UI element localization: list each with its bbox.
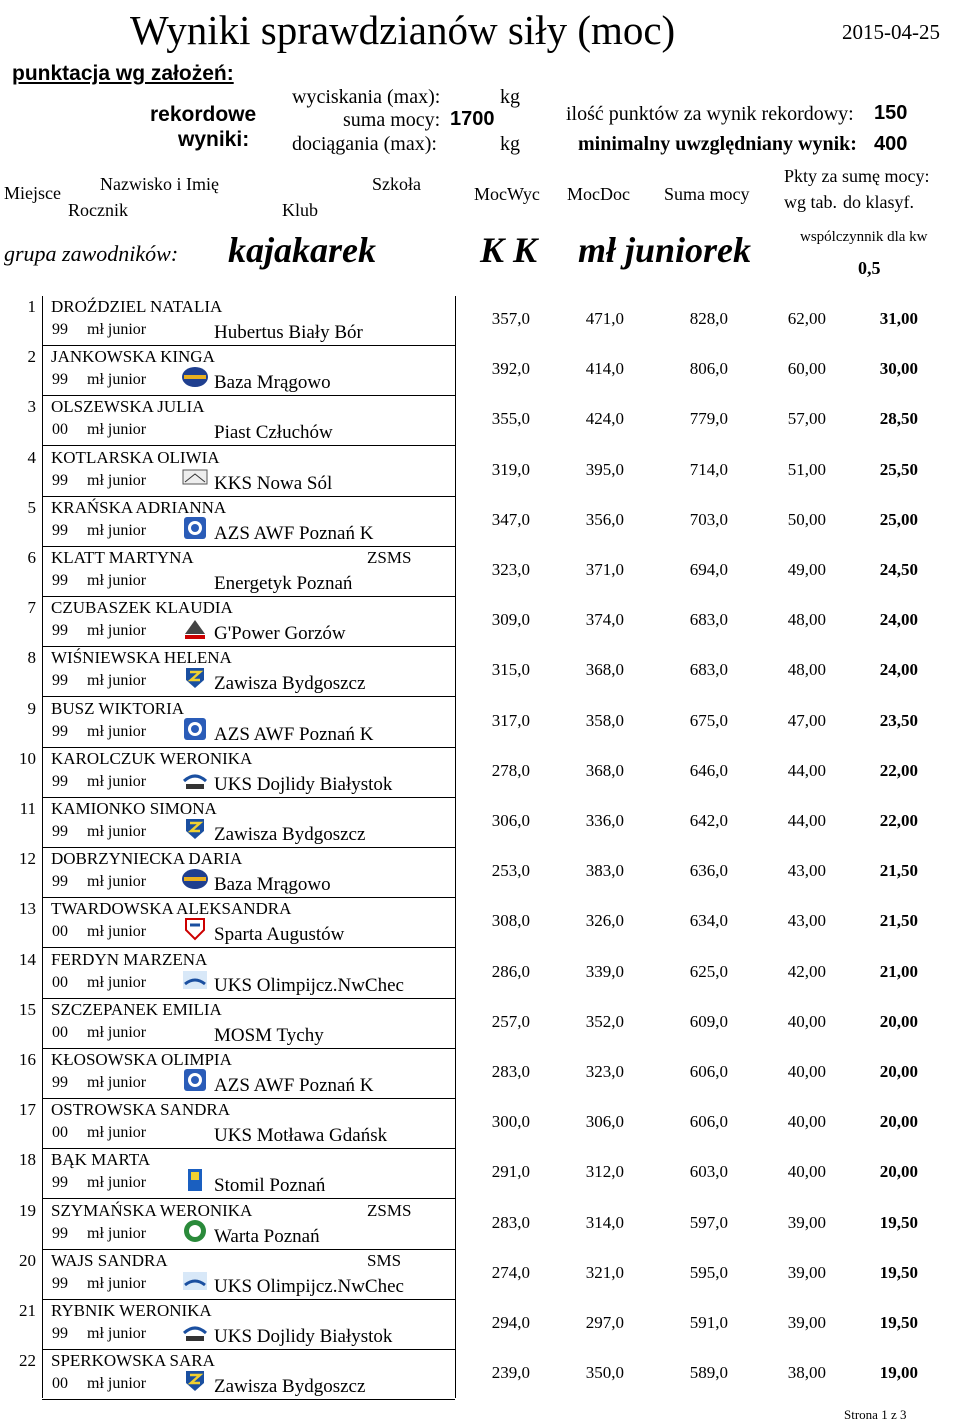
club-name: UKS Motława Gdańsk [214,1125,388,1147]
pkty-do-klasyf-value: 19,50 [879,1313,918,1332]
coefficient-value: 0,5 [858,258,881,278]
category: mł junior [87,321,147,338]
category: mł junior [87,1124,147,1142]
rank: 10 [19,748,36,768]
moc-wyc-value: 306,0 [491,811,530,830]
moc-doc-value: 297,0 [585,1313,624,1332]
club-name: MOSM Tychy [214,1024,324,1046]
table-row [0,698,960,748]
moc-doc-value: 339,0 [585,961,624,981]
azs-logo-icon [181,516,209,540]
suma-mocy-value: 597,0 [689,1212,728,1232]
suma-mocy-value: 683,0 [689,660,728,680]
rank: 13 [19,899,36,919]
table-row [0,1350,960,1400]
athlete-name: CZUBASZEK KLAUDIA [51,598,233,618]
table-row [0,1099,960,1149]
column-header-szkola: Szkoła [372,174,421,194]
rank: 6 [27,548,36,567]
wyciskania-unit: kg [500,86,520,108]
pkty-wg-tab-value: 44,00 [787,811,826,830]
moc-wyc-value: 323,0 [491,560,530,579]
rank: 14 [19,949,36,969]
school-name: ZSMS [367,548,412,567]
suma-mocy-value: 683,0 [689,610,728,630]
column-header-pkty: Pkty za sumę mocy: [784,166,930,186]
athlete-name: KOTLARSKA OLIWIA [51,447,220,467]
table-row [0,1200,960,1250]
category: mł junior [87,1023,147,1041]
ilosc-punktow-value: 150 [874,102,908,124]
moc-wyc-value: 355,0 [491,409,530,429]
report-date: 2015-04-25 [842,20,940,44]
category: mł junior [87,622,147,640]
pkty-do-klasyf-value: 21,50 [879,911,918,931]
suma-mocy-value: 642,0 [689,811,728,830]
birth-year: 99 [52,572,68,589]
pkty-do-klasyf-value: 28,50 [879,409,918,429]
school-name: ZSMS [367,1200,412,1220]
suma-mocy-value: 634,0 [689,911,728,931]
pkty-do-klasyf-value: 20,00 [879,1112,918,1132]
pkty-wg-tab-value: 39,00 [787,1212,826,1232]
category: mł junior [87,973,147,991]
table-row [0,1149,960,1199]
pkty-wg-tab-value: 51,00 [787,459,826,479]
birth-year: 99 [52,1224,68,1242]
club-name: Zawisza Bydgoszcz [214,1376,366,1398]
category: mł junior [87,1274,147,1292]
suma-mocy-value: 589,0 [689,1363,728,1383]
moc-wyc-value: 392,0 [491,359,530,379]
table-row [0,848,960,898]
category: mł junior [87,923,147,941]
school-name: SMS [367,1250,402,1270]
club-name: UKS Olimpijcz.NwChec [214,974,404,996]
rank: 16 [19,1050,36,1069]
pkty-wg-tab-value: 38,00 [787,1363,826,1383]
athlete-name: BĄK MARTA [51,1150,151,1170]
birth-year: 00 [52,421,68,439]
moc-doc-value: 326,0 [585,911,624,931]
group-name-kk: K K [480,230,538,270]
rank: 5 [27,497,36,517]
rank: 4 [27,447,36,467]
pkty-wg-tab-value: 62,00 [787,309,826,328]
azs-logo-icon [181,1068,209,1092]
birth-year: 99 [52,873,68,891]
column-header-miejsce: Miejsce [4,183,61,203]
club-name: Energetyk Poznań [214,573,353,594]
suma-mocy-value: 606,0 [689,1112,728,1132]
club-name: AZS AWF Poznań K [214,723,374,745]
pkty-do-klasyf-value: 23,50 [879,710,918,730]
moc-wyc-value: 283,0 [491,1062,530,1081]
athlete-name: KAMIONKO SIMONA [51,799,217,818]
club-name: Zawisza Bydgoszcz [214,824,366,845]
rekordowe-label-line1: rekordowe [150,103,257,126]
pkty-wg-tab-value: 48,00 [787,610,826,630]
ilosc-punktow-label: ilość punktów za wynik rekordowy: [566,103,854,125]
club-name: AZS AWF Poznań K [214,522,374,544]
suma-mocy-value: 703,0 [689,509,728,529]
suma-mocy-value: 625,0 [689,961,728,981]
category: mł junior [87,572,147,589]
moc-doc-value: 374,0 [585,610,624,630]
pkty-wg-tab-value: 44,00 [787,760,826,780]
moc-wyc-value: 278,0 [491,760,530,780]
suma-mocy-label: suma mocy: [343,109,441,131]
rank: 15 [19,999,36,1019]
group-name-juniorek: mł juniorek [578,230,752,270]
pkty-wg-tab-value: 39,00 [787,1262,826,1282]
moc-wyc-value: 308,0 [491,911,530,931]
birth-year: 99 [52,823,68,840]
club-name: Zawisza Bydgoszcz [214,673,366,695]
zawisza-logo-icon [181,666,209,690]
athlete-name: SPERKOWSKA SARA [51,1351,215,1371]
rank: 1 [27,297,36,316]
birth-year: 99 [52,722,68,740]
athlete-name: KLATT MARTYNA [51,548,194,567]
moc-wyc-value: 294,0 [491,1313,530,1332]
club-name: UKS Dojlidy Białystok [214,773,393,795]
moc-doc-value: 395,0 [585,459,624,479]
birth-year: 99 [52,371,68,389]
suma-mocy-value: 714,0 [689,459,728,479]
rank: 7 [27,598,36,618]
rank: 2 [27,347,36,367]
category: mł junior [87,421,147,439]
olimpijczyk-logo-icon [181,1269,209,1293]
table-row [0,296,960,346]
pkty-wg-tab-value: 48,00 [787,660,826,680]
suma-mocy-value: 828,0 [689,309,728,328]
table-row [0,1250,960,1300]
suma-mocy-value: 1700 [450,108,495,130]
moc-wyc-value: 317,0 [491,710,530,730]
moc-doc-value: 383,0 [585,861,624,881]
minimalny-wynik-value: 400 [874,133,908,155]
birth-year: 00 [52,973,68,991]
rank: 11 [19,799,36,818]
category: mł junior [87,722,147,740]
moc-doc-value: 336,0 [585,811,624,830]
category: mł junior [87,672,147,690]
pkty-wg-tab-value: 40,00 [787,1011,826,1031]
athlete-name: SZCZEPANEK EMILIA [51,999,222,1019]
athlete-name: WAJS SANDRA [51,1250,168,1270]
moc-wyc-value: 315,0 [491,660,530,680]
moc-doc-value: 312,0 [585,1162,624,1182]
moc-wyc-value: 300,0 [491,1112,530,1132]
moc-wyc-value: 253,0 [491,861,530,881]
birth-year: 99 [52,1274,68,1292]
club-name: Sparta Augustów [214,924,345,946]
suma-mocy-value: 591,0 [689,1313,728,1332]
moc-doc-value: 371,0 [585,560,624,579]
pkty-do-klasyf-value: 21,00 [879,961,918,981]
athlete-name: DOBRZYNIECKA DARIA [51,849,243,869]
pkty-do-klasyf-value: 25,00 [879,509,918,529]
table-row [0,497,960,547]
moc-doc-value: 352,0 [585,1011,624,1031]
dociagania-label: dociągania (max): [292,133,437,155]
sparta-logo-icon [181,917,209,941]
club-name: Hubertus Biały Bór [214,322,363,343]
category: mł junior [87,471,147,489]
pkty-do-klasyf-value: 31,00 [879,309,918,328]
gpower-logo-icon [181,616,209,640]
pkty-do-klasyf-value: 24,50 [879,560,918,579]
pkty-do-klasyf-value: 19,50 [879,1262,918,1282]
pkty-do-klasyf-value: 20,00 [879,1011,918,1031]
table-row [0,346,960,396]
pkty-wg-tab-value: 40,00 [787,1162,826,1182]
zawisza-logo-icon [181,817,209,841]
warta-logo-icon [181,1219,209,1243]
baza-logo-icon [181,867,209,891]
table-row [0,1300,960,1350]
athlete-name: SZYMAŃSKA WERONIKA [51,1200,253,1220]
group-name-kajakarek: kajakarek [228,230,376,270]
pkty-do-klasyf-value: 20,00 [879,1062,918,1081]
column-header-doklasyf: do klasyf. [843,192,914,212]
table-row [0,547,960,597]
minimalny-wynik-label: minimalny uwzględniany wynik: [578,133,857,155]
club-name: G'Power Gorzów [214,623,346,645]
rank: 19 [19,1200,36,1220]
column-header-klub: Klub [282,200,318,220]
birth-year: 99 [52,521,68,539]
rank: 3 [27,397,36,417]
athlete-name: KŁOSOWSKA OLIMPIA [51,1050,232,1069]
athlete-name: JANKOWSKA KINGA [51,347,215,367]
group-label: grupa zawodników: [4,241,179,266]
moc-doc-value: 358,0 [585,710,624,730]
zawisza-logo-icon [181,1369,209,1393]
moc-wyc-value: 257,0 [491,1011,530,1031]
column-header-suma: Suma mocy [664,184,750,204]
pkty-do-klasyf-value: 30,00 [879,359,918,379]
moc-wyc-value: 286,0 [491,961,530,981]
dociagania-unit: kg [500,133,520,155]
moc-doc-value: 356,0 [585,509,624,529]
table-row [0,949,960,999]
athlete-name: RYBNIK WERONIKA [51,1301,212,1320]
column-header-mocdoc: MocDoc [567,184,630,204]
suma-mocy-value: 779,0 [689,409,728,429]
athlete-name: OSTROWSKA SANDRA [51,1100,230,1120]
athlete-name: FERDYN MARZENA [51,949,208,969]
moc-doc-value: 424,0 [585,409,624,429]
table-row [0,447,960,497]
pkty-wg-tab-value: 40,00 [787,1112,826,1132]
moc-doc-value: 323,0 [585,1062,624,1081]
table-row [0,999,960,1049]
rekordowe-label-line2: wyniki: [178,128,250,151]
moc-doc-value: 350,0 [585,1363,624,1383]
pkty-wg-tab-value: 39,00 [787,1313,826,1332]
club-name: Warta Poznań [214,1225,320,1247]
birth-year: 99 [52,772,68,790]
pkty-do-klasyf-value: 19,50 [879,1212,918,1232]
pkty-wg-tab-value: 42,00 [787,961,826,981]
pkty-wg-tab-value: 57,00 [787,409,826,429]
athlete-name: KRAŃSKA ADRIANNA [51,497,227,517]
athlete-name: KAROLCZUK WERONIKA [51,748,253,768]
birth-year: 00 [52,1124,68,1142]
pkty-wg-tab-value: 40,00 [787,1062,826,1081]
page-title: Wyniki sprawdzianów siły (moc) [130,7,676,53]
suma-mocy-value: 646,0 [689,760,728,780]
suma-mocy-value: 606,0 [689,1062,728,1081]
suma-mocy-value: 806,0 [689,359,728,379]
moc-wyc-value: 309,0 [491,610,530,630]
dojlidy-logo-icon [181,1319,209,1343]
rank: 12 [19,849,36,869]
club-name: KKS Nowa Sól [214,472,333,494]
pkty-wg-tab-value: 49,00 [787,560,826,579]
birth-year: 00 [52,1375,68,1393]
club-name: AZS AWF Poznań K [214,1075,374,1096]
birth-year: 00 [52,923,68,941]
suma-mocy-value: 636,0 [689,861,728,881]
category: mł junior [87,1375,147,1393]
athlete-name: WIŚNIEWSKA HELENA [51,648,232,668]
baza-logo-icon [181,365,209,389]
pkty-wg-tab-value: 43,00 [787,861,826,881]
birth-year: 99 [52,1325,68,1342]
category: mł junior [87,1174,147,1192]
rank: 22 [19,1351,36,1371]
table-row [0,396,960,446]
column-header-rocznik: Rocznik [68,200,128,220]
rank: 21 [19,1301,36,1320]
birth-year: 00 [52,1023,68,1041]
birth-year: 99 [52,1074,68,1091]
suma-mocy-value: 603,0 [689,1162,728,1182]
moc-doc-value: 368,0 [585,760,624,780]
rank: 9 [27,698,36,718]
column-header-mocwyc: MocWyc [474,184,540,204]
moc-doc-value: 368,0 [585,660,624,680]
azs-logo-icon [181,717,209,741]
moc-doc-value: 306,0 [585,1112,624,1132]
suma-mocy-value: 675,0 [689,710,728,730]
moc-wyc-value: 319,0 [491,459,530,479]
pkty-do-klasyf-value: 25,50 [879,459,918,479]
coefficient-label: wspólczynnik dla kw [800,229,928,245]
wyciskania-label: wyciskania (max): [292,86,441,108]
table-row [0,647,960,697]
olimpijczyk-logo-icon [181,968,209,992]
athlete-name: TWARDOWSKA ALEKSANDRA [51,899,292,919]
moc-wyc-value: 274,0 [491,1262,530,1282]
club-name: Stomil Poznań [214,1175,326,1197]
moc-doc-value: 321,0 [585,1262,624,1282]
club-name: UKS Olimpijcz.NwChec [214,1275,404,1297]
rank: 17 [19,1100,36,1120]
suma-mocy-value: 609,0 [689,1011,728,1031]
moc-doc-value: 414,0 [585,359,624,379]
category: mł junior [87,1074,147,1091]
dojlidy-logo-icon [181,767,209,791]
kks-logo-icon [181,466,209,490]
birth-year: 99 [52,1174,68,1192]
pkty-do-klasyf-value: 22,00 [879,760,918,780]
stomil-logo-icon [181,1168,209,1192]
moc-wyc-value: 357,0 [491,309,530,328]
category: mł junior [87,521,147,539]
pkty-do-klasyf-value: 21,50 [879,861,918,881]
pkty-wg-tab-value: 43,00 [787,911,826,931]
punktacja-label: punktacja wg założeń: [12,62,234,85]
pkty-do-klasyf-value: 20,00 [879,1162,918,1182]
athlete-name: DROŹDZIEL NATALIA [51,297,223,316]
club-name: Baza Mrągowo [214,874,331,896]
rank: 18 [19,1150,36,1170]
column-header-nazwisko: Nazwisko i Imię [100,174,219,194]
table-row [0,748,960,798]
moc-doc-value: 471,0 [585,309,624,328]
category: mł junior [87,772,147,790]
table-row [0,798,960,848]
category: mł junior [87,1325,147,1342]
moc-wyc-value: 239,0 [491,1363,530,1383]
athlete-name: OLSZEWSKA JULIA [51,397,205,417]
athlete-name: BUSZ WIKTORIA [51,698,185,718]
page-number: Strona 1 z 3 [844,1407,907,1422]
pkty-wg-tab-value: 47,00 [787,710,826,730]
club-name: UKS Dojlidy Białystok [214,1326,393,1347]
suma-mocy-value: 694,0 [689,560,728,579]
birth-year: 99 [52,672,68,690]
table-row [0,898,960,948]
pkty-do-klasyf-value: 24,00 [879,610,918,630]
rank: 8 [27,648,36,668]
suma-mocy-value: 595,0 [689,1262,728,1282]
category: mł junior [87,1224,147,1242]
category: mł junior [87,823,147,840]
club-name: Baza Mrągowo [214,372,331,394]
table-row [0,597,960,647]
birth-year: 99 [52,471,68,489]
category: mł junior [87,371,147,389]
pkty-do-klasyf-value: 24,00 [879,660,918,680]
moc-wyc-value: 347,0 [491,509,530,529]
moc-doc-value: 314,0 [585,1212,624,1232]
column-header-wgtab: wg tab. [784,192,837,212]
row-separator [42,1399,455,1400]
birth-year: 99 [52,622,68,640]
club-name: Piast Człuchów [214,422,333,444]
table-row [0,1049,960,1099]
rank: 20 [19,1250,36,1270]
pkty-wg-tab-value: 60,00 [787,359,826,379]
pkty-do-klasyf-value: 22,00 [879,811,918,830]
birth-year: 99 [52,321,68,338]
pkty-do-klasyf-value: 19,00 [879,1363,918,1383]
category: mł junior [87,873,147,891]
moc-wyc-value: 291,0 [491,1162,530,1182]
moc-wyc-value: 283,0 [491,1212,530,1232]
pkty-wg-tab-value: 50,00 [787,509,826,529]
